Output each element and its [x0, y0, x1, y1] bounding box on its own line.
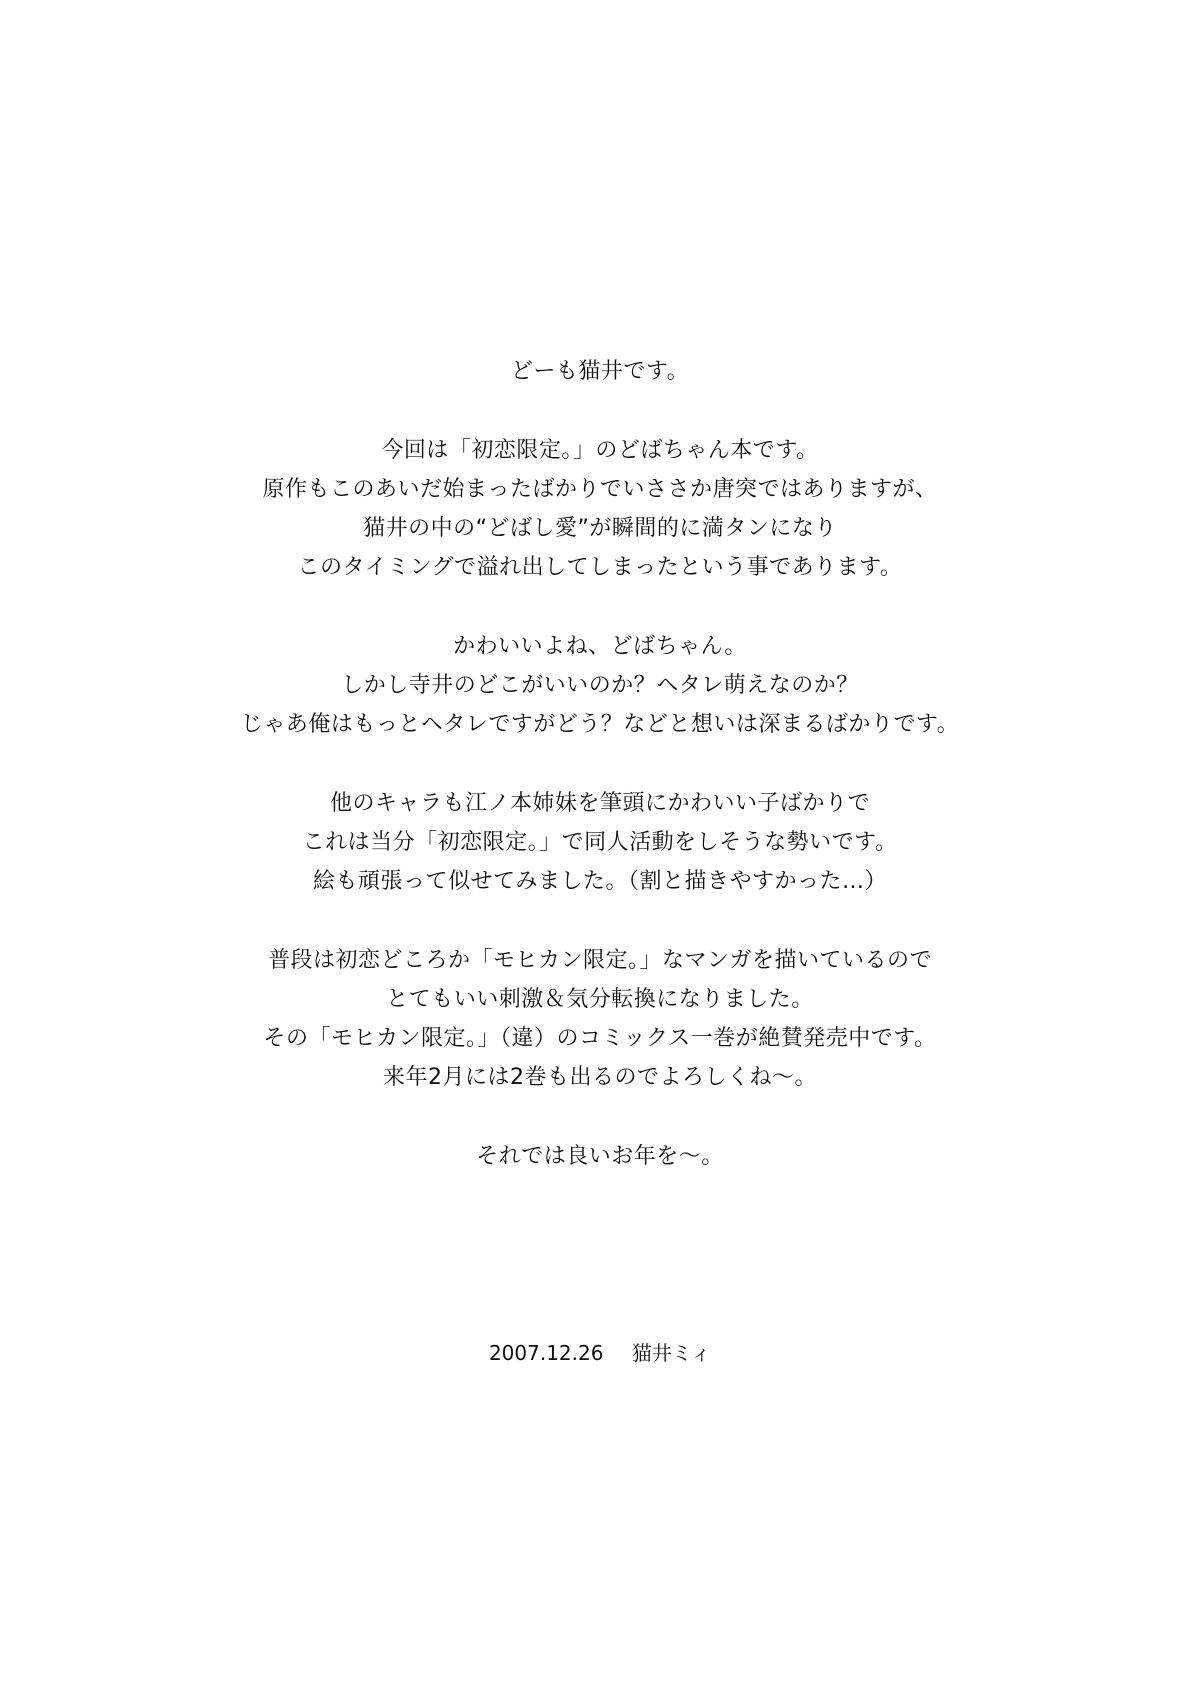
- greeting-line: どーも猫井です。: [510, 359, 690, 384]
- paragraph-gap: [0, 391, 1200, 431]
- signature-date: 2007.12.26: [488, 1341, 604, 1365]
- paragraph-line: 普段は初恋どころか「モヒカン限定。」なマンガを描いているので: [267, 948, 932, 973]
- afterword-text: [0, 352, 1200, 1176]
- closing-line: それでは良いお年を～。: [476, 1144, 724, 1169]
- signature: [0, 1338, 1200, 1368]
- paragraph-line: このタイミングで溢れ出してしまったという事であります。: [297, 555, 903, 580]
- paragraph-line: その「モヒカン限定。」（違）のコミックス一巻が絶賛発売中です。: [263, 1026, 937, 1051]
- paragraph-line: 今回は「初恋限定。」のどばちゃん本です。: [381, 438, 819, 463]
- paragraph-line: しかし寺井のどこがいいのか？ヘタレ萌えなのか？: [341, 673, 859, 698]
- paragraph-gap: [0, 744, 1200, 784]
- paragraph-line: 原作もこのあいだ始まったばかりでいささか唐突ではありますが、: [262, 477, 938, 502]
- signature-author: 猫井ミィ: [631, 1341, 712, 1365]
- paragraph-gap: [0, 587, 1200, 627]
- paragraph-line: 来年2月には2巻も出るのでよろしくね～。: [383, 1065, 817, 1090]
- paragraph-line: かわいいよね、どばちゃん。: [453, 634, 747, 659]
- paragraph-line: とてもいい刺激＆気分転換になりました。: [386, 987, 814, 1012]
- paragraph-line: じゃあ俺はもっとヘタレですがどう？などと想いは深まるばかりです。: [240, 712, 960, 737]
- paragraph-gap: [0, 901, 1200, 941]
- paragraph-gap: [0, 1097, 1200, 1137]
- paragraph-line: 他のキャラも江ノ本姉妹を筆頭にかわいい子ばかりで: [329, 791, 870, 816]
- paragraph-line: 猫井の中の“どばし愛”が瞬間的に満タンになり: [363, 516, 837, 541]
- paragraph-line: これは当分「初恋限定。」で同人活動をしそうな勢いです。: [302, 830, 898, 855]
- paragraph-line: 絵も頑張って似せてみました。（割と描きやすかった…）: [312, 869, 887, 894]
